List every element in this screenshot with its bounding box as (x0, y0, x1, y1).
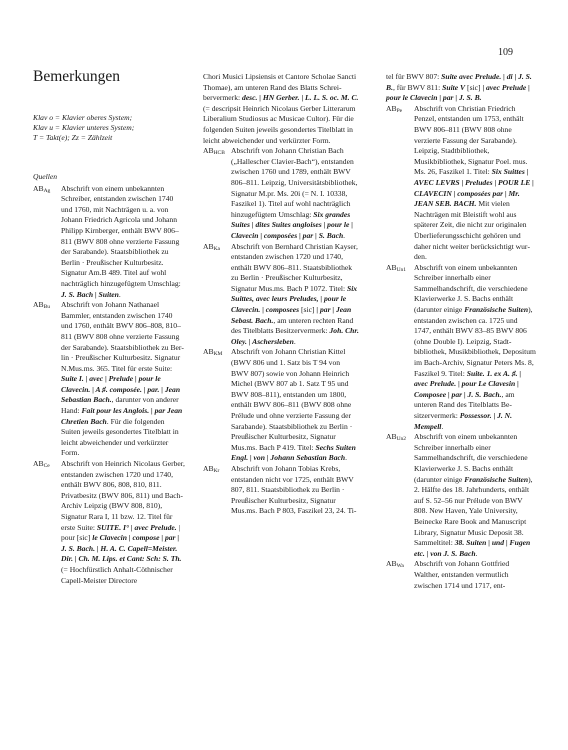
siglum-base: AB (203, 347, 214, 357)
source-entry (203, 347, 359, 464)
siglum-base: AB (33, 459, 44, 469)
siglum-base: AB (203, 241, 214, 251)
source-entry (203, 242, 359, 348)
description-text: tel für BWV 807: (386, 72, 442, 81)
description-text: Abschrift von Johann Tobias Krebs, entstanden nicht vor 1725, enthält BWV 807, 811. Staatsbibliothek zu Berlin · Preußischer Kulturbesitz, Signatur Mus.ms. Bach P 803, Faszikel 23, 24. Ti- (231, 463, 357, 516)
description-text: , darunter von anderer Hand: (61, 395, 179, 416)
siglum-subscript: Un2 (396, 436, 407, 443)
description-text: Abschrift von Christian Friedrich Penzel, entstanden um 1753, enthält BWV 806–811 (BWV 808 ohne verzierte Fassung der Sarabande). Leipzig, Stadtbibliothek, Musikbibliothek, Signatur Poel. mus. Ms. 26, Faszikel 1. Titel: (414, 103, 528, 177)
description-text: Abschrift von einem unbekannten Schreiber innerhalb einer Sammelhandschrift, die verschiedene Klavierwerke J. S. Bachs enthält (darunter einige (414, 432, 528, 484)
source-siglum (386, 559, 404, 572)
description-text: . (343, 230, 346, 240)
description-text: Abschrift von Johann Gottfried Walther, entstanden vermutlich zwischen 1714 und 1717, ent- (414, 559, 510, 590)
siglum-base: AB (33, 300, 44, 310)
quoted-title: Französische Suiten (464, 305, 529, 315)
siglum-subscript: Ag (43, 187, 51, 194)
siglum-base: AB (386, 432, 397, 442)
source-siglum (386, 104, 402, 117)
quoted-title: le Clavecin | compose | par | J. S. Bach. | H. A. C. Capell=Meister. Dir. | Ch. M. Lips. et Cant: Sch: S. Th. (61, 533, 182, 564)
description-text: Abschrift von Johann Nathanael Bammler, entstanden zwischen 1740 und 1760, enthält BWV 806–808, 810–811 (BWV 808 ohne verzierte Fassung der Sarabande). Staatsbibliothek zu Berlin · Preußischer Kulturbesitz. Signatur N.Mus.ms. 365. Titel für erste Suite: (61, 300, 184, 373)
column-entries (203, 72, 359, 517)
quoted-title: Französische Suiten (464, 474, 529, 484)
text-column-3 (386, 72, 536, 591)
siglum-subscript: Ka (213, 245, 220, 252)
quoted-title: Suite V (442, 82, 466, 92)
quoted-title: Suite I. | avec | Prelude | pour le Clavecin. | A ♯. composée. | par. | Jean Sebastian Bach. (61, 374, 181, 405)
siglum-subscript: KM (213, 351, 223, 358)
description-text: Abschrift von Johann Christian Kittel (BWV 806 und 1. Satz bis T 94 von BWV 807) sowie von Johann Heinrich Michel (BWV 807 ab 1. Satz T 95 und BWV 808–811), entstanden um 1800, enthält BWV 806–811 (BWV 808 ohne Prélude und ohne verzierte Fassung der Sarabande). Staatsbibliothek zu Berlin · Preußischer Kulturbesitz, Signatur Mus.ms. Bach P 419. Titel: (231, 347, 353, 452)
quoted-title: J. S. Bach | Suiten (61, 289, 119, 299)
quoted-title: Suite. 1. ex A. ♯. | avec Prelude. | pour Le Clavesin | Composee | par | J. S. Bach. (414, 368, 522, 399)
siglum-subscript: Bu (43, 304, 50, 311)
siglum-base: AB (33, 183, 44, 193)
source-siglum (33, 184, 50, 197)
description-text: [sic] (299, 305, 317, 315)
source-entry (33, 459, 185, 586)
quoted-title: Sechs Suiten Engl. | von | Johann Sebastian Bach (231, 442, 356, 463)
description-text: Abschrift von Johann Christian Bach („Hallescher Clavier-Bach“), entstanden zwischen 1760 und 1789, enthält BWV 806–811. Leipzig, Universitätsbibliothek, Signatur M.pr. Ms. 20i (= N. I. 10338, Faszikel 1). Titel auf wohl nachträglich hinzugefügtem Umschlag: (231, 146, 358, 219)
abbreviation-item: Klav o = Klavier oberes System; (33, 113, 133, 122)
siglum-base: AB (386, 559, 397, 569)
quoted-title: Six Suittes, avec leurs Preludes, | pour le Clavecin. | composees (231, 283, 358, 315)
description-text: , am unteren rechten Rand des Titelblatts Besitzervermerk: (231, 315, 354, 336)
source-entry (33, 184, 185, 301)
text-column-2 (203, 72, 359, 517)
description-text: Abschrift von Heinrich Nicolaus Gerber, entstanden zwischen 1720 und 1740, enthält BWV 806, 808, 810, 811. Privatbesitz (BWV 806, 811) und Bach-Archiv Leipzig (BWV 808, 810), Signatur Rara I, 11 bzw. 12. Titel für erste Suite: (61, 459, 185, 532)
source-entry (203, 464, 359, 517)
column-entries (33, 184, 185, 587)
quoted-title: | par | Jean Sebast. Bach. (231, 305, 352, 325)
quoted-title: Fait pour les Anglois. | par Jean Chretien Bach (61, 406, 183, 426)
description-text: . (475, 548, 478, 558)
description-text: Abschrift von Bernhard Christian Kayser, entstanden zwischen 1720 und 1740, enthält BWV 806–811. Staatsbibliothek zu Berlin · Preußischer Kulturbesitz, Signatur Mus.ms. Bach P 1072. Titel: (231, 241, 358, 293)
abbreviation-item: T = Takt(e); Zz = Zählzeit (33, 133, 113, 143)
source-siglum (386, 263, 406, 276)
description-text: . Für die folgenden Suiten jeweils gesondertes Titelblatt in leicht abweichender und verkürzter Form. (61, 416, 179, 458)
siglum-subscript: HCB (213, 150, 225, 157)
description-text: [sic] (465, 82, 483, 92)
section-heading: Bemerkungen (33, 68, 120, 85)
description-text: . (118, 289, 121, 299)
source-siglum (203, 464, 219, 477)
siglum-base: AB (203, 146, 214, 156)
source-siglum (386, 432, 406, 445)
source-entry (203, 146, 359, 241)
column-entries (386, 72, 536, 591)
description-text: . (345, 453, 348, 463)
description-text: . (293, 336, 296, 346)
description-text: (= Hochfürstlich Anhalt-Cöthnischer Capell-Meister Directore (61, 564, 173, 585)
page-number: 109 (498, 47, 513, 58)
siglum-base: AB (386, 103, 397, 113)
quoted-title: Six Suittes | AVEC LEVRS | Preludes | POUR LE | CLAVECIN | composées par | Mr. JEAN SEB. BACH. (414, 167, 534, 209)
source-siglum (33, 459, 50, 472)
source-siglum (203, 347, 222, 360)
siglum-subscript: Pe (396, 107, 403, 114)
source-entry-continued (203, 72, 359, 146)
quoted-title: Six grandes Suites | dites Suites angloises | pour le | Clavecin | composées | par | S. Bach (231, 209, 353, 240)
source-siglum (33, 300, 50, 313)
siglum-subscript: Kr (213, 467, 220, 474)
description-text: ), 2. Hälfte des 18. Jahrhunderts, enthält auf S. 52–56 nur Prélude von BWV 808. New Haven, Yale University, Beinecke Rare Book and Manuscript Library, Signatur Music Deposit 38. Sammeltitel: (414, 474, 533, 548)
quoted-title: Suite avec Prelude. | di | J. S. B. (386, 72, 532, 92)
siglum-base: AB (386, 262, 397, 272)
source-entry-continued (386, 72, 536, 104)
sources-heading: Quellen (33, 172, 58, 181)
siglum-subscript: Un1 (396, 266, 407, 273)
description-text: | pour [sic] (61, 522, 181, 543)
source-entry (386, 559, 536, 591)
description-text: Abschrift von einem unbekannten Schreiber innerhalb einer Sammelhandschrift, die verschiedene Klavierwerke J. S. Bachs enthält (darunter einige (414, 262, 528, 315)
description-text: , für BWV 811: (392, 82, 443, 92)
source-entry (386, 432, 536, 559)
quoted-title: Joh. Chr. Oley. | Aschersleben (231, 326, 359, 346)
abbreviation-item: Klav u = Klavier unteres System; (33, 123, 135, 133)
description-text: ), entstanden zwischen ca. 1725 und 1747, enthält BWV 83–85 BWV 806 (ohne Double I). Leipzig, Stadtbibliothek, Musikbibliothek, Depositum im Bach-Archiv, Signatur Peters Ms. 8, Faszikel 9. Titel: (414, 305, 536, 378)
description-text: (= descripsit Heinrich Nicolaus Gerber Litterarum Liberalium Studiosus ac Musicae Cultor). Für die folgenden Suiten jeweils gesondertes Titelblatt in leicht abweichender und verkürzter Form. (203, 103, 356, 145)
source-entry (33, 300, 185, 459)
description-text: , am unteren Rand des Titelblatts Besitzervermerk: (414, 389, 515, 420)
quoted-title: | avec Prelude | pour le Clavecin | par | J. S. B. (386, 82, 530, 103)
siglum-subscript: Ce (43, 463, 50, 470)
quoted-title: desc. | HN Gerber. | L. L. S. oc. M. C. (242, 93, 359, 103)
description-text: Abschrift von einem unbekannten Schreiber, entstanden zwischen 1740 und 1760, mit Nachträgen u. a. von Johann Friedrich Agricola und Johann Philipp Kirnberger, enthält BWV 806–811 (BWV 808 ohne verzierte Fassung der Sarabande). Staatsbibliothek zu Berlin · Preußischer Kulturbesitz. Signatur Am.B 489. Titel auf wohl nachträglich hinzugefügtem Umschlag: (61, 183, 181, 288)
source-siglum (203, 146, 225, 159)
text-column-1 (33, 172, 185, 586)
quoted-title: 38. Suiten | und | Fugen etc. | von J. S. Bach (414, 538, 531, 558)
description-text: Mit vielen Nachträgen mit Bleistift wohl aus späterer Zeit, die nicht zur originalen Überlieferungsschicht gehören und daher nicht weiter berücksichtigt wurden. (414, 199, 530, 262)
description-text: Chori Musici Lipsiensis et Cantore Scholae Sancti Thomae), am unteren Rand des Blatts Schreibervermerk: (203, 72, 357, 103)
siglum-subscript: Wa (396, 563, 404, 570)
source-entry (386, 263, 536, 433)
siglum-base: AB (203, 463, 214, 473)
abbreviation-list (33, 113, 183, 144)
quoted-title: Possessor. | J. N. Mempell (414, 411, 513, 431)
quoted-title: SUITE. I° | avec Prelude. (96, 522, 177, 532)
source-entry (386, 104, 536, 263)
source-siglum (203, 242, 220, 255)
description-text: . (441, 421, 444, 431)
